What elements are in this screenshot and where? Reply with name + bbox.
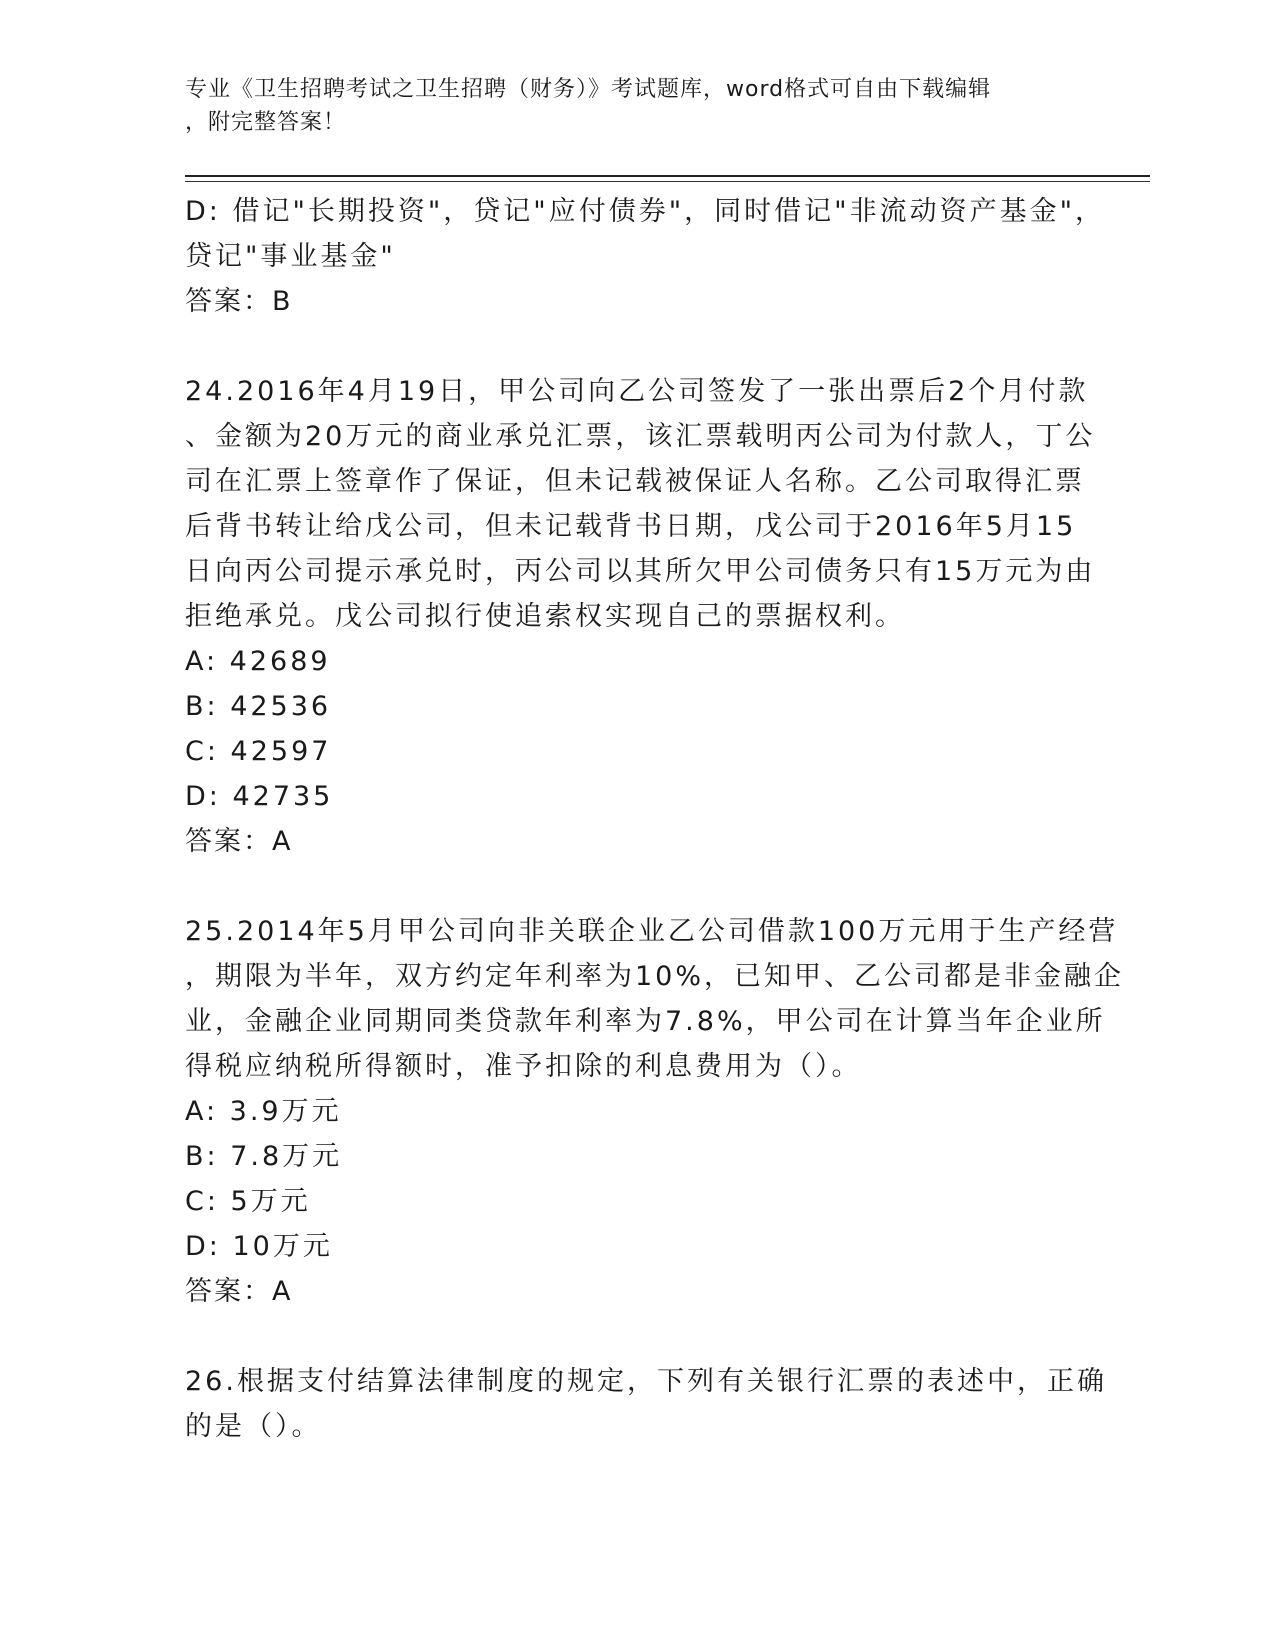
question-stem-line: 后背书转让给戊公司，但未记载背书日期，戊公司于2016年5月15 [185, 511, 1077, 542]
header-divider-thick [185, 175, 1150, 177]
answer-24: 答案：A [185, 826, 293, 857]
question-stem-line: 拒绝承兑。戊公司拟行使追索权实现自己的票据权利。 [185, 601, 905, 632]
question-stem-line: 26.根据支付结算法律制度的规定，下列有关银行汇票的表述中，正确 [185, 1366, 1107, 1397]
spacer [185, 1314, 1075, 1359]
spacer [185, 864, 1075, 909]
document-header [185, 73, 1085, 139]
answer-23: 答案：B [185, 286, 293, 317]
question-stem-line: 业，金融企业同期同类贷款年利率为7.8%，甲公司在计算当年企业所 [185, 1006, 1106, 1037]
header-line-1: 专业《卫生招聘考试之卫生招聘（财务）》考试题库，word格式可自由下载编辑 [185, 77, 992, 102]
question-25 [185, 909, 1125, 1314]
header-divider-thin [185, 181, 1150, 182]
option-b: B: 42536 [185, 691, 332, 722]
question-stem-line: 25.2014年5月甲公司向非关联企业乙公司借款100万元用于生产经营 [185, 916, 1119, 947]
question-23 [185, 189, 1105, 324]
option-d-line-1: D: 借记"长期投资"，贷记"应付债券"，同时借记"非流动资产基金"， [185, 196, 1105, 227]
option-a: A: 3.9万元 [185, 1096, 342, 1127]
question-stem-line: 、金额为20万元的商业承兑汇票，该汇票载明丙公司为付款人，丁公 [185, 421, 1096, 452]
option-c: C: 5万元 [185, 1186, 311, 1217]
spacer [185, 324, 1075, 369]
question-26 [185, 1359, 1107, 1449]
question-stem-line: 24.2016年4月19日，甲公司向乙公司签发了一张出票后2个月付款 [185, 376, 1089, 407]
option-d: D: 42735 [185, 781, 334, 812]
question-stem-line: 司在汇票上签章作了保证，但未记载被保证人名称。乙公司取得汇票 [185, 466, 1085, 497]
question-content [185, 189, 1125, 1449]
answer-25: 答案：A [185, 1276, 293, 1307]
option-b: B: 7.8万元 [185, 1141, 343, 1172]
option-c: C: 42597 [185, 736, 332, 767]
question-stem-line: 日向丙公司提示承兑时，丙公司以其所欠甲公司债务只有15万元为由 [185, 556, 1096, 587]
question-24 [185, 369, 1096, 864]
option-d: D: 10万元 [185, 1231, 333, 1262]
option-d-line-2: 贷记"事业基金" [185, 241, 396, 272]
question-stem-line: 的是（）。 [185, 1411, 322, 1442]
question-stem-line: 得税应纳税所得额时，准予扣除的利息费用为（）。 [185, 1051, 862, 1082]
header-line-2: ，附完整答案！ [185, 110, 347, 135]
question-stem-line: ，期限为半年，双方约定年利率为10%，已知甲、乙公司都是非金融企 [185, 961, 1125, 992]
option-a: A: 42689 [185, 646, 331, 677]
